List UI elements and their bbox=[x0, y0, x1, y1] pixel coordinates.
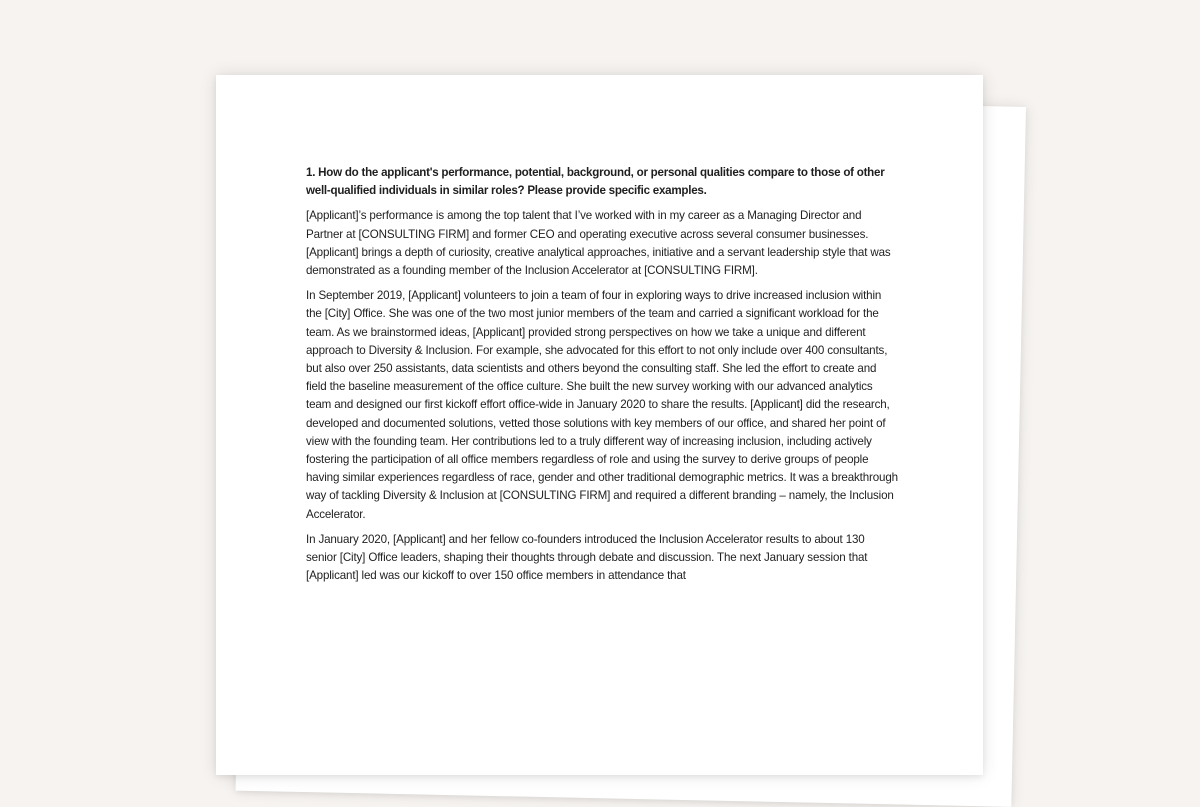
question-heading: 1. How do the applicant's performance, potential, background, or personal qualities compare to those of other well-qualified individuals in similar roles? Please provide specific examples. bbox=[306, 166, 885, 198]
document-body bbox=[306, 164, 898, 592]
front-page bbox=[216, 75, 983, 775]
paragraph-3: In January 2020, [Applicant] and her fellow co-founders introduced the Inclusion Accelerator results to about 130 senior [City] Office leaders, shaping their thoughts through debate and discussion. The next January session that [Applicant] led was our kickoff to over 150 office members in attendance that bbox=[306, 532, 868, 583]
paragraph-1: [Applicant]’s performance is among the top talent that I’ve worked with in my career as a Managing Director and Partner at [CONSULTING FIRM] and former CEO and operating executive across several consumer businesses. [Applicant] brings a depth of curiosity, creative analytical approaches, initiative and a servant leadership style that was demonstrated as a founding member of the Inclusion Accelerator at [CONSULTING FIRM]. bbox=[306, 209, 891, 278]
paragraph-2: In September 2019, [Applicant] volunteers to join a team of four in exploring ways to drive increased inclusion within the [City] Office. She was one of the two most junior members of the team and carried a significant workload for the team. As we brainstormed ideas, [Applicant] provided strong perspectives on how we take a unique and different approach to Diversity & Inclusion. For example, she advocated for this effort to not only include over 400 consultants, but also over 250 assistants, data scientists and others beyond the consulting staff. She led the effort to create and field the baseline measurement of the office culture. She built the new survey working with our advanced analytics team and designed our first kickoff effort office-wide in January 2020 to share the results. [Applicant] did the research, developed and documented solutions, vetted those solutions with key members of our office, and shared her point of view with the founding team. Her contributions led to a truly different way of increasing inclusion, including actively fostering the participation of all office members regardless of role and using the survey to derive groups of people having similar experiences regardless of race, gender and other traditional demographic metrics. It was a breakthrough way of tackling Diversity & Inclusion at [CONSULTING FIRM] and required a different branding – namely, the Inclusion Accelerator. bbox=[306, 289, 898, 521]
